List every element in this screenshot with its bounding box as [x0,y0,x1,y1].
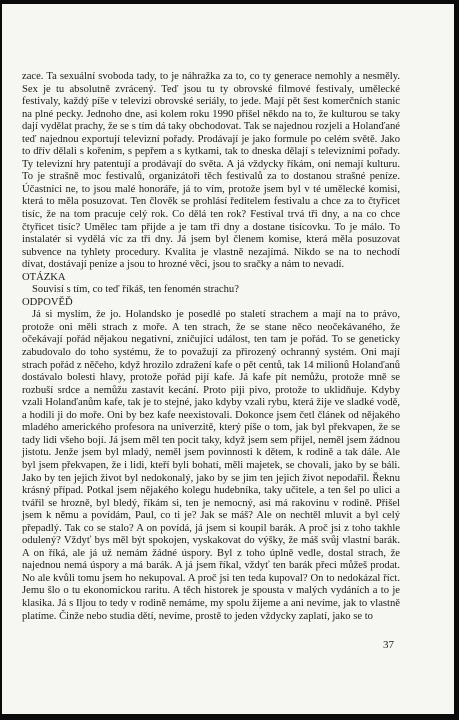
paragraph-intro: zace. Ta sexuální svoboda tady, to je náhražka za to, co ty generace nemohly a nesměly. Sex je tu absolutně zvrácený. Teď jsou tu ty obrovské filmové festivaly, umělecké festivaly, každý píše v televizi obrovské seriály, to jede. Mají pět šest komerčních stanic na plné pecky. Jednoho dne, asi kolem roku 1990 přišel někdo na to, že kulturou se taky dají vydělat prachy, že se s tím dá taky obchodovat. Tak se najednou rozjeli a Holanďané teď najednou exportují televizní pořady. Prodávají je jako formule po celém světě. Jako to dřív dělali s kořením, s pepřem a s kytkami, tak to dneska dělají s televizními pořady. Ty televizní hry patentují a prodávají do světa. A já vždycky říkám, oni nemají kulturu. To je strašně moc festivalů, organizátoři těch festivalů za to dostanou strašné peníze. Účastníci ne, to jsou malé honoráře, já to vím, protože jsem byl v té umělecké komisi, která to měla posuzovat. Ten člověk se prohlásí ředitelem festivalu a chce za to čtyřicet tisíc, že na tom pracuje celý rok. Co dělá ten rok? Festival trvá tři dny, a na co chce čtyřicet tisíc? Umělec tam přijde a je tam tři dny a dostane tisícovku. To je málo. To instalatér si vydělá víc za tři dny. Já jsem byl členem komise, která měla posuzovat subvence na tyhlety procedury. Kvalita je vlastně nezajímá. Nikdo se na to nechodí dívat, dostávají peníze a jsou to hrozné věci, jsou to sračky a nám to nevadí. [22,71,400,271]
answer-text: Já si myslím, že jo. Holandsko je posedlé po staletí strachem a mají na to právo, protože oni měli strach z moře. A ten strach, že se stane něco neočekávaného, že očekávají pořád nějakou negativní, zničující událost, ten tam je pořád. To se geneticky zabudovalo do toho systému, že to považují za přirozený ochranný systém. Oni mají strach pořád z něčeho, když hrozilo zdražení kafe o pět centů, tak 14 milionů Holanďanů dostávalo bolesti hlavy, protože pořád pijí kafe. Já kafe pít nemůžu, protože mně se rozbuší srdce a nemůžu zastavit kecání. Proto piji pivo, protože to uklidňuje. Kdyby vzali Holanďanům kafe, tak je to stejné, jako kdyby vzali rybu, která žije ve sladké vodě, a hodili ji do moře. Oni by bez kafe neexistovali. Dokonce jsem četl článek od nějakého mladého amerického profesora na univerzitě, který píše o tom, jak byl překvapen, že se tady lidi všeho bojí. Já jsem měl ten pocit taky, když jsem sem přijel, neměl jsem žádnou jistotu. Jenže jsem byl mladý, neměl jsem povinnosti k dětem, k rodině a tak dále. Ale byl jsem překvapen, že i lidi, kteří byli bohatí, měli majetek, se chovali, jako by se báli. Jako by ten jejich život byl nedokonalý, jako by se jim ten jejich život nepodařil. Řeknu krásný případ. Potkal jsem nějakého kolegu hudebníka, taky učitele, a ten šel po ulici a tvářil se hrozně, byl bledý, říkám si, ten je nemocný, asi má rakovinu v rodině. Přišel jsem k němu a povídám, Paul, co ti je? Jak se máš? Ale on nechtěl mluvit a byl celý přepadlý. Tak co se stalo? A on povídá, já jsem si koupil barák. A proč jsi z toho takhle odulený? Vždyť bys měl být spokojen, vyskakovat do výšky, že máš svůj vlastní barák. A on říká, ale já už nemám žádné úspory. Byl z toho úplně vedle, dostal strach, že najednou nemá úspory a má barák. A já jsem říkal, vždyť ten barák přeci můžeš prodat. No ale kvůli tomu jsem ho nekupoval. A proč jsi ten teda kupoval? On to nedokázal říct. Jemu šlo o tu ekonomickou raritu. A těch historek je spousta v malých vydáních a to je klasika. Já s Iljou to tedy v rodině nemáme, my spolu žijeme a ani nevíme, jak to vlastně platíme. Činže nebo studia dětí, nevíme, prostě to jeden vždycky zaplatí, jako se to [22,309,400,622]
question-label: OTÁZKA [22,271,66,283]
question-text: Souvisí s tím, co teď říkáš, ten fenomén strachu? [32,284,239,296]
answer-label: ODPOVĚĎ [22,296,73,308]
book-page [2,4,454,714]
page-number: 37 [383,639,394,651]
page-text [22,71,400,623]
